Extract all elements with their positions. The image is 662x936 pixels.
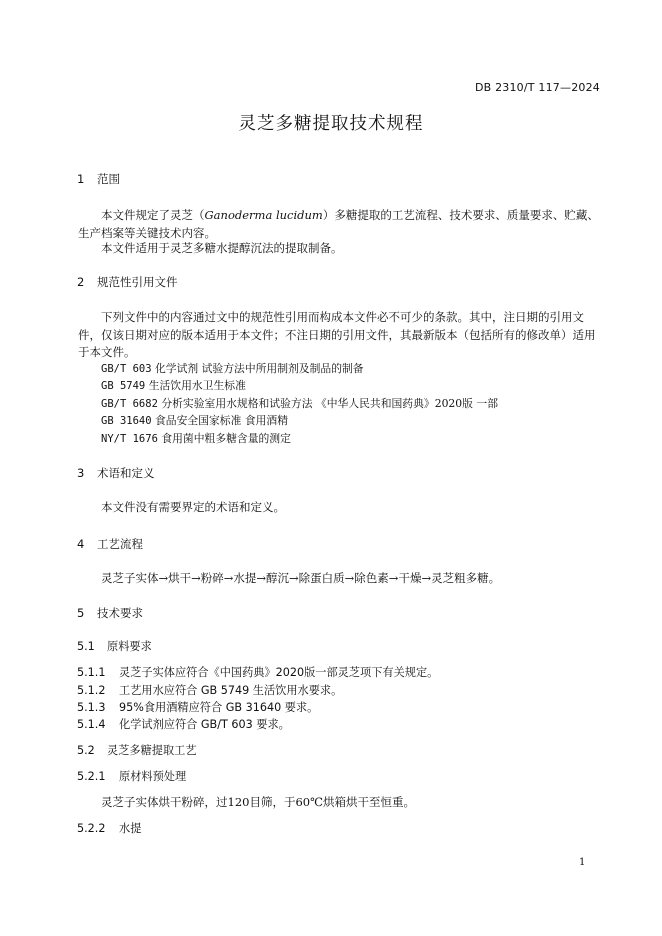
subsection-number: 5.2 bbox=[77, 744, 95, 757]
clause-item bbox=[77, 666, 438, 680]
clause-number: 5.1.4 bbox=[77, 718, 106, 731]
reference-code: NY/T 1676 bbox=[101, 433, 158, 445]
section-3-paragraph: 本文件没有需要界定的术语和定义。 bbox=[101, 500, 285, 514]
subsection-title: 灵芝多糖提取工艺 bbox=[107, 744, 197, 757]
clause-item bbox=[77, 684, 342, 698]
subsection-number: 5.2.2 bbox=[77, 822, 106, 835]
section-number: 2 bbox=[77, 275, 85, 289]
scope-applicability: 本文件适用于灵芝多糖水提醇沉法的提取制备。 bbox=[101, 241, 343, 255]
section-4-heading bbox=[77, 537, 143, 551]
reference-title: 食用菌中粗多糖含量的测定 bbox=[161, 432, 291, 445]
section-3-heading bbox=[77, 466, 155, 480]
standard-code: DB 2310/T 117—2024 bbox=[474, 81, 600, 94]
clause-text: 灵芝子实体应符合《中国药典》2020版一部灵芝项下有关规定。 bbox=[119, 666, 439, 679]
subsection-number: 5.1 bbox=[77, 640, 95, 653]
reference-code: GB/T 603 bbox=[101, 363, 152, 375]
section-number: 4 bbox=[77, 537, 85, 551]
section-2-heading bbox=[77, 275, 178, 289]
clause-number: 5.1.2 bbox=[77, 684, 106, 697]
subsection-title: 原材料预处理 bbox=[119, 770, 187, 783]
subsection-5-2-1-heading bbox=[77, 770, 186, 784]
document-title: 灵芝多糖提取技术规程 bbox=[238, 114, 424, 134]
subsection-title: 原料要求 bbox=[107, 640, 152, 653]
reference-code: GB 5749 bbox=[101, 380, 146, 392]
scope-text-before: 本文件规定了灵芝（ bbox=[101, 208, 205, 222]
section-number: 3 bbox=[77, 466, 85, 480]
reference-title: 化学试剂 试验方法中所用制剂及制品的制备 bbox=[155, 362, 364, 375]
subsection-5-2-heading bbox=[77, 744, 197, 758]
section-2-paragraph bbox=[78, 309, 600, 362]
reference-item bbox=[101, 430, 291, 449]
reference-item bbox=[101, 395, 498, 414]
section-number: 5 bbox=[77, 606, 85, 620]
reference-title: 生活饮用水卫生标准 bbox=[148, 379, 246, 392]
process-flow: 灵芝子实体→烘干→粉碎→水提→醇沉→除蛋白质→除色素→干燥→灵芝粗多糖。 bbox=[101, 571, 501, 585]
section-title: 范围 bbox=[97, 172, 120, 186]
reference-title: 分析实验室用水规格和试验方法 《中华人民共和国药典》2020版 一部 bbox=[161, 397, 498, 410]
clause-item bbox=[77, 718, 290, 732]
pretreatment-paragraph: 灵芝子实体烘干粉碎，过120目筛，于60℃烘箱烘干至恒重。 bbox=[101, 795, 415, 809]
reference-code: GB/T 6682 bbox=[101, 398, 158, 410]
clause-number: 5.1.1 bbox=[77, 666, 106, 679]
clause-item bbox=[77, 701, 318, 715]
page-number: 1 bbox=[579, 857, 586, 868]
latin-name: Ganoderma lucidum bbox=[204, 208, 323, 222]
reference-code: GB 31640 bbox=[101, 415, 152, 427]
subsection-5-1-heading bbox=[77, 640, 152, 654]
section-title: 术语和定义 bbox=[97, 466, 155, 480]
section-title: 工艺流程 bbox=[97, 537, 143, 551]
section-1-paragraph-1 bbox=[78, 207, 600, 242]
section-5-heading bbox=[77, 606, 143, 620]
clause-number: 5.1.3 bbox=[77, 701, 106, 714]
reference-item bbox=[101, 360, 364, 379]
subsection-title: 水提 bbox=[119, 822, 142, 835]
section-title: 技术要求 bbox=[97, 606, 143, 620]
clause-text: 工艺用水应符合 GB 5749 生活饮用水要求。 bbox=[119, 684, 343, 697]
section-1-heading bbox=[77, 172, 120, 186]
reference-title: 食品安全国家标准 食用酒精 bbox=[155, 414, 289, 427]
normative-reference-intro: 下列文件中的内容通过文中的规范性引用而构成本文件必不可少的条款。其中，注日期的引用文件，仅该日期对应的版本适用于本文件；不注日期的引用文件，其最新版本（包括所有的修改单）适用于本文件。 bbox=[78, 310, 596, 359]
scope-text-after: ）多糖提取的工艺流程、技术要求、质量要求、贮藏、生产档案等关键技术内容。 bbox=[78, 208, 599, 240]
clause-text: 95%食用酒精应符合 GB 31640 要求。 bbox=[119, 701, 319, 714]
section-1-paragraph-2 bbox=[78, 240, 600, 258]
section-title: 规范性引用文件 bbox=[97, 275, 178, 289]
reference-item bbox=[101, 377, 246, 396]
subsection-number: 5.2.1 bbox=[77, 770, 106, 783]
clause-text: 化学试剂应符合 GB/T 603 要求。 bbox=[119, 718, 290, 731]
reference-item bbox=[101, 412, 288, 431]
subsection-5-2-2-heading bbox=[77, 822, 141, 836]
section-number: 1 bbox=[77, 172, 85, 186]
